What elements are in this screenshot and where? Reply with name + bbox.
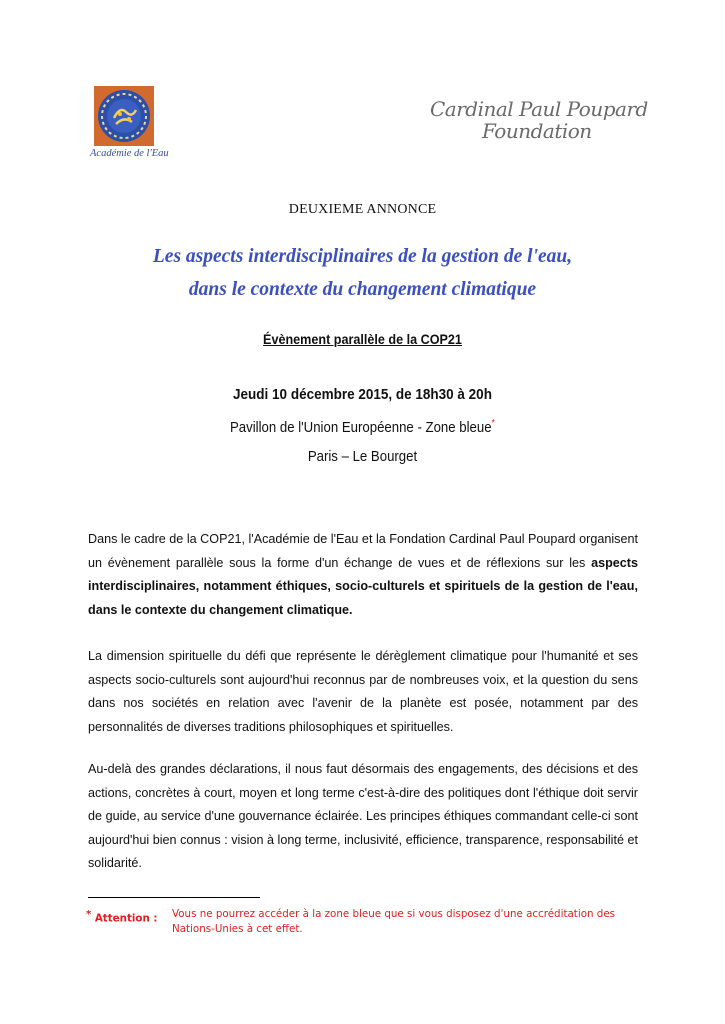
paragraph-commitments: Au-delà des grandes déclarations, il nous faut désormais des engagements, des décisions et des actions, concrètes à court, moyen et long terme c'est-à-dire des politiques dont l'éthique doit servir de guide, au service d'une gouvernance éclairée. Les principes éthiques commandant celle-ci sont aujourd'hui bien connus : vision à long terme, inclusivité, efficience, transparence, responsabilité et solidarité. xyxy=(88,762,638,870)
venue-footnote-marker: * xyxy=(491,418,495,429)
foundation-logo-line2: Foundation xyxy=(482,119,592,143)
event-venue xyxy=(44,418,682,436)
paragraph-spiritual-dimension: La dimension spirituelle du défi que représente le dérèglement climatique pour l'humanité et ses aspects socio-culturels sont aujourd'hui reconnus par de nombreuses voix, et la question du sens dans nos sociétés en relation avec l'avenir de la planète est posée, notamment par des personnalités de diverses traditions philosophiques et spirituelles. xyxy=(88,649,638,734)
footnote-label-text: Attention : xyxy=(94,912,158,925)
event-label: Évènement parallèle de la COP21 xyxy=(263,331,462,347)
event-place: Paris – Le Bourget xyxy=(307,448,418,465)
cardinal-paul-poupard-foundation-logo xyxy=(430,98,650,142)
water-academy-emblem-icon xyxy=(94,86,154,146)
paragraph-intro-bold: aspects interdisciplinaires, notamment éthiques, socio-culturels et spirituels de la gestion de l'eau, dans le contexte du changement climatique. xyxy=(88,555,638,617)
academie-de-l-eau-logo xyxy=(90,86,170,178)
title-line-1: Les aspects interdisciplinaires de la gestion de l'eau, xyxy=(152,246,573,267)
paragraph-intro xyxy=(88,528,638,622)
event-date: Jeudi 10 décembre 2015, de 18h30 à 20h xyxy=(233,386,492,403)
venue-text: Pavillon de l'Union Européenne - Zone bleue xyxy=(229,419,492,436)
footnote-marker: * xyxy=(86,909,92,920)
page-title xyxy=(0,240,725,306)
foundation-logo-line1: Cardinal Paul Poupard xyxy=(430,97,648,121)
logo-caption: Académie de l'Eau xyxy=(90,148,169,159)
paragraph-intro-text: Dans le cadre de la COP21, l'Académie de l'Eau et la Fondation Cardinal Paul Poupard organisent un évènement parallèle sous la forme d'un échange de vues et de réflexions sur les xyxy=(88,532,638,570)
footnote-label xyxy=(86,907,158,926)
announcement-heading: DEUXIEME ANNONCE xyxy=(288,202,437,217)
title-line-2: dans le contexte du changement climatique xyxy=(188,279,537,300)
footnote-text: Vous ne pourrez accéder à la zone bleue que si vous disposez d'une accréditation des Nations-Unies à cet effet. xyxy=(172,908,616,935)
footnote-divider xyxy=(88,897,260,898)
